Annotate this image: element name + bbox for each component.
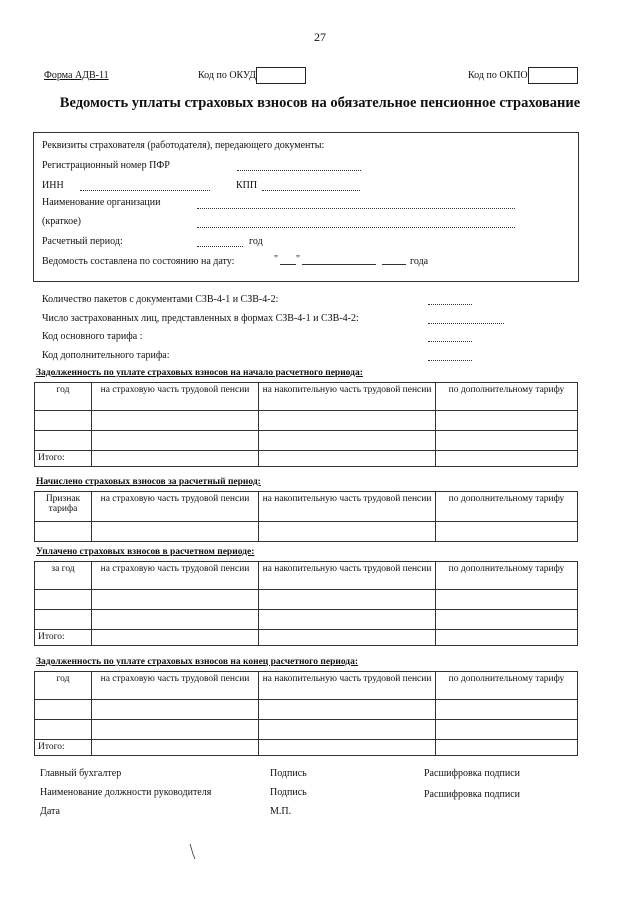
accrued-title: Начислено страховых взносов за расчетный период: — [36, 477, 261, 487]
period-field[interactable] — [197, 236, 243, 247]
col-additional: по дополнительному тарифу — [436, 562, 578, 590]
table-row — [35, 522, 578, 542]
col-funded: на накопительную часть трудовой пенсии — [259, 562, 436, 590]
page-number: 27 — [314, 30, 326, 44]
document-title: Ведомость уплаты страховых взносов на обязательное пенсионное страхование — [59, 95, 581, 111]
kpp-label: КПП — [236, 180, 258, 191]
col-additional: по дополнительному тарифу — [436, 672, 578, 700]
col-tariff-sign: Признак тарифа — [35, 492, 92, 522]
quote-close: " — [296, 254, 301, 265]
paid-title: Уплачено страховых взносов в расчетном периоде: — [36, 547, 255, 557]
okud-field — [198, 67, 306, 84]
year-label: год — [249, 236, 263, 247]
table-row — [35, 590, 578, 610]
col-year: год — [35, 383, 92, 411]
short-name-label: (краткое) — [42, 216, 81, 227]
org-name-field[interactable] — [197, 198, 515, 209]
total-label: Итого: — [35, 740, 92, 756]
stamp-label: М.П. — [270, 806, 292, 817]
okud-label: Код по ОКУД — [198, 69, 256, 81]
table-row — [35, 431, 578, 451]
okpo-label: Код по ОКПО — [468, 69, 528, 81]
main-tariff-label: Код основного тарифа : — [42, 331, 143, 342]
add-tariff-label: Код дополнительного тарифа: — [42, 350, 170, 361]
okpo-box[interactable] — [528, 67, 578, 84]
year-suffix: года — [410, 256, 429, 267]
month-field[interactable] — [302, 264, 376, 265]
insured-count-field[interactable] — [428, 313, 504, 324]
col-funded: на накопительную часть трудовой пенсии — [259, 672, 436, 700]
col-funded: на накопительную часть трудовой пенсии — [259, 492, 436, 522]
col-for-year: за год — [35, 562, 92, 590]
col-insurance: на страховую часть трудовой пенсии — [92, 492, 259, 522]
decoding-label-2: Расшифровка подписи — [424, 789, 520, 800]
col-additional: по дополнительному тарифу — [436, 383, 578, 411]
stray-mark-icon — [188, 842, 198, 862]
debt-end-table — [34, 671, 578, 756]
packets-count-label: Количество пакетов с документами СЗВ-4-1 и СЗВ-4-2: — [42, 294, 279, 305]
date-label: Ведомость составлена по состоянию на дату: — [42, 256, 235, 267]
decoding-label-1: Расшифровка подписи — [424, 768, 520, 779]
paid-table — [34, 561, 578, 646]
accrued-table — [34, 491, 578, 542]
reg-number-label: Регистрационный номер ПФР — [42, 160, 170, 171]
col-insurance: на страховую часть трудовой пенсии — [92, 562, 259, 590]
okpo-field — [468, 67, 578, 84]
total-label: Итого: — [35, 451, 92, 467]
day-field[interactable] — [280, 264, 296, 265]
col-insurance: на страховую часть трудовой пенсии — [92, 383, 259, 411]
table-row — [35, 411, 578, 431]
org-name-label: Наименование организации — [42, 197, 161, 208]
col-year: год — [35, 672, 92, 700]
add-tariff-field[interactable] — [428, 350, 472, 361]
signature-label-1: Подпись — [270, 768, 307, 779]
total-row — [35, 451, 578, 467]
debt-start-title: Задолженность по уплате страховых взносов на начало расчетного периода: — [36, 368, 363, 378]
table-row — [35, 720, 578, 740]
form-label: Форма АДВ-11 — [44, 70, 109, 81]
year-field[interactable] — [382, 264, 406, 265]
short-name-field[interactable] — [197, 217, 515, 228]
date-signature-label: Дата — [40, 806, 60, 817]
main-tariff-field[interactable] — [428, 331, 472, 342]
quote-open: " — [274, 254, 279, 265]
signature-label-2: Подпись — [270, 787, 307, 798]
table-row — [35, 610, 578, 630]
kpp-field[interactable] — [262, 180, 360, 191]
insured-count-label: Число застрахованных лиц, представленных в формах СЗВ-4-1 и СЗВ-4-2: — [42, 313, 359, 324]
col-additional: по дополнительному тарифу — [436, 492, 578, 522]
packets-count-field[interactable] — [428, 294, 472, 305]
reg-number-field[interactable] — [237, 160, 361, 171]
col-funded: на накопительную часть трудовой пенсии — [259, 383, 436, 411]
debt-end-title: Задолженность по уплате страховых взносов на конец расчетного периода: — [36, 657, 359, 667]
col-insurance: на страховую часть трудовой пенсии — [92, 672, 259, 700]
requisites-heading: Реквизиты страхователя (работодателя), передающего документы: — [42, 140, 325, 151]
chief-accountant-label: Главный бухгалтер — [40, 768, 122, 779]
period-label: Расчетный период: — [42, 236, 123, 247]
total-row — [35, 630, 578, 646]
total-row — [35, 740, 578, 756]
inn-field[interactable] — [80, 180, 210, 191]
okud-box[interactable] — [256, 67, 306, 84]
inn-label: ИНН — [42, 180, 64, 191]
table-row — [35, 700, 578, 720]
total-label: Итого: — [35, 630, 92, 646]
debt-start-table — [34, 382, 578, 467]
head-position-label: Наименование должности руководителя — [40, 787, 212, 798]
